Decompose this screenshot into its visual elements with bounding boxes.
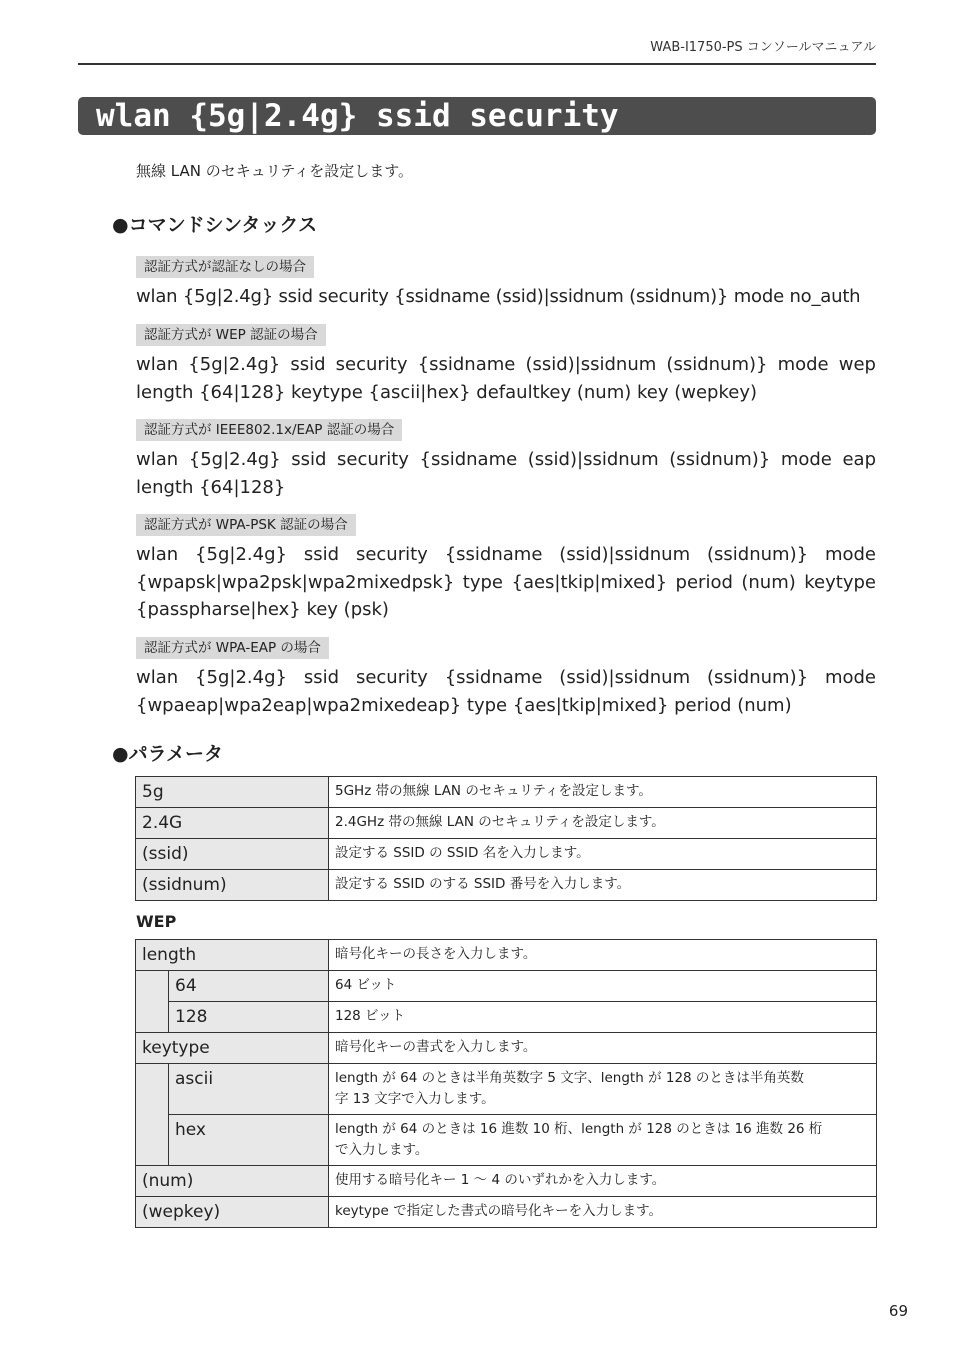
table-row <box>136 1115 877 1166</box>
table-row <box>136 940 877 971</box>
params-table <box>135 776 877 901</box>
param-desc: 暗号化キーの長さを入力します。 <box>329 940 877 971</box>
param-key: keytype <box>136 1033 329 1064</box>
param-key: length <box>136 940 329 971</box>
param-desc: 64 ビット <box>329 971 877 1002</box>
param-key: 2.4G <box>136 808 329 839</box>
table-row <box>136 777 877 808</box>
syntax-line: {passpharse|hex} key (psk) <box>136 599 389 620</box>
indent-cell <box>136 971 169 1033</box>
param-key: hex <box>169 1115 329 1166</box>
param-desc: 5GHz 帯の無線 LAN のセキュリティを設定します。 <box>329 777 877 808</box>
param-desc: 暗号化キーの書式を入力します。 <box>329 1033 877 1064</box>
desc-line: 字 13 文字で入力します。 <box>335 1091 495 1107</box>
syntax-wpa-psk <box>136 541 876 624</box>
title-bar <box>78 97 876 135</box>
case-label-wpa-eap: 認証方式が WPA-EAP の場合 <box>136 637 329 659</box>
param-key: 64 <box>169 971 329 1002</box>
desc-line: length が 64 のときは半角英数字 5 文字、length が 128 のときは半角英数 <box>335 1070 804 1086</box>
syntax-wep <box>136 351 876 406</box>
wep-table <box>135 939 877 1228</box>
param-desc: 設定する SSID のする SSID 番号を入力します。 <box>329 870 877 901</box>
param-desc: 使用する暗号化キー 1 〜 4 のいずれかを入力します。 <box>329 1166 877 1197</box>
syntax-line: wlan {5g|2.4g} ssid security {ssidname (ssid)|ssidnum (ssidnum)} mode no_auth <box>136 286 861 307</box>
syntax-line: {wpaeap|wpa2eap|wpa2mixedeap} type {aes|tkip|mixed} period (num) <box>136 694 792 716</box>
case-label-wep: 認証方式が WEP 認証の場合 <box>136 324 326 346</box>
table-row <box>136 971 877 1002</box>
table-row <box>136 1064 877 1115</box>
param-desc: keytype で指定した書式の暗号化キーを入力します。 <box>329 1197 877 1228</box>
syntax-line: length {64|128} keytype {ascii|hex} defaultkey (num) key (wepkey) <box>136 381 757 403</box>
param-key: (ssid) <box>136 839 329 870</box>
param-key: ascii <box>169 1064 329 1115</box>
syntax-line: {wpapsk|wpa2psk|wpa2mixedpsk} type {aes|tkip|mixed} period (num) keytype <box>136 571 876 593</box>
syntax-heading: ●コマンドシンタックス <box>112 214 318 236</box>
param-desc: 設定する SSID の SSID 名を入力します。 <box>329 839 877 870</box>
syntax-wpa-eap <box>136 664 876 719</box>
params-heading: ●パラメータ <box>112 743 224 765</box>
table-row <box>136 870 877 901</box>
wep-label: WEP <box>136 912 177 931</box>
indent-cell <box>136 1064 169 1166</box>
param-desc: 2.4GHz 帯の無線 LAN のセキュリティを設定します。 <box>329 808 877 839</box>
syntax-line: length {64|128} <box>136 476 286 498</box>
table-row <box>136 839 877 870</box>
table-row <box>136 1197 877 1228</box>
param-key: (wepkey) <box>136 1197 329 1228</box>
desc-line: で入力します。 <box>335 1142 429 1158</box>
case-label-wpa-psk: 認証方式が WPA-PSK 認証の場合 <box>136 514 356 536</box>
table-row <box>136 1166 877 1197</box>
param-key: (num) <box>136 1166 329 1197</box>
syntax-line: wlan {5g|2.4g} ssid security {ssidname (ssid)|ssidnum (ssidnum)} mode eap <box>136 449 876 470</box>
syntax-eap <box>136 446 876 501</box>
table-row <box>136 808 877 839</box>
param-desc <box>329 1064 877 1115</box>
param-key: 5g <box>136 777 329 808</box>
syntax-line: wlan {5g|2.4g} ssid security {ssidname (ssid)|ssidnum (ssidnum)} mode <box>136 667 876 688</box>
desc-line: length が 64 のときは 16 進数 10 桁、length が 128 のときは 16 進数 26 桁 <box>335 1121 823 1137</box>
param-desc <box>329 1115 877 1166</box>
page-title: wlan {5g|2.4g} ssid security <box>96 98 619 134</box>
case-label-no-auth: 認証方式が認証なしの場合 <box>136 256 314 278</box>
syntax-line: wlan {5g|2.4g} ssid security {ssidname (ssid)|ssidnum (ssidnum)} mode wep <box>136 354 876 375</box>
header-rule <box>78 63 876 65</box>
page-number: 69 <box>888 1302 908 1320</box>
param-desc: 128 ビット <box>329 1002 877 1033</box>
table-row <box>136 1033 877 1064</box>
param-key: (ssidnum) <box>136 870 329 901</box>
param-key: 128 <box>169 1002 329 1033</box>
case-label-eap: 認証方式が IEEE802.1x/EAP 認証の場合 <box>136 419 402 441</box>
running-header: WAB-I1750-PS コンソールマニュアル <box>650 40 876 55</box>
syntax-line: wlan {5g|2.4g} ssid security {ssidname (ssid)|ssidnum (ssidnum)} mode <box>136 544 876 565</box>
intro-text: 無線 LAN のセキュリティを設定します。 <box>136 162 414 180</box>
syntax-no-auth <box>136 283 876 311</box>
table-row <box>136 1002 877 1033</box>
